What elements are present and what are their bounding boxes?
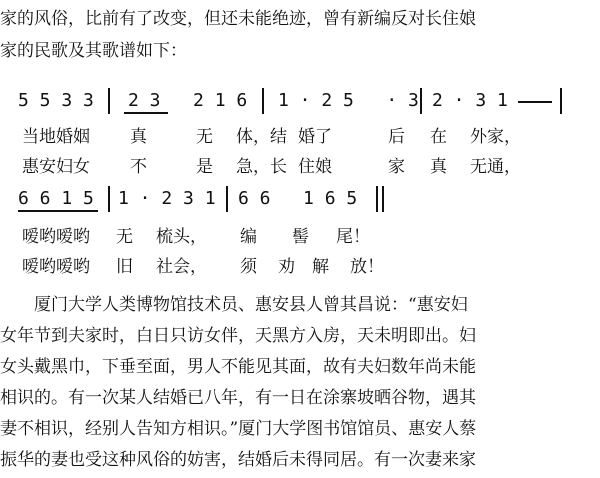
body-line-6: 振华的妻也受这种风俗的妨害，结婚后未得同居。有一次妻来家 [0, 450, 476, 470]
lyric-cell: 无 [196, 127, 213, 147]
lyric-cell: 不 [130, 157, 147, 177]
lyric-cell: 旧 [116, 257, 133, 277]
intro-line-2: 家的民歌及其歌谱如下： [0, 41, 187, 61]
bar-line [226, 186, 228, 212]
lyric-cell: 梳头， [156, 227, 207, 247]
bar-line [560, 88, 562, 114]
intro-line-1: 家的风俗，比前有了改变，但还未能绝迹，曾有新编反对长住娘 [0, 9, 476, 29]
bar-line [262, 88, 264, 114]
lyric-cell: 急，长 [236, 157, 287, 177]
lyric-cell: 真 [130, 127, 147, 147]
lyric-cell: 劝 [278, 257, 295, 277]
lyrics-line [0, 152, 600, 182]
lyric-cell: 髻 [292, 227, 309, 247]
lyric-cell: 无 [116, 227, 133, 247]
lyric-cell: 解 [312, 257, 329, 277]
lyric-cell: 是 [196, 157, 213, 177]
bar-line [420, 88, 422, 114]
bar-line [108, 186, 110, 212]
lyric-cell: 家 [388, 157, 405, 177]
score-measure: 1 · 2 5 · 3 [278, 90, 419, 111]
body-line-3: 女头戴黑巾，下垂至面，男人不能见其面，故有夫妇数年尚未能 [0, 357, 476, 377]
body-line-2: 女年节到夫家时，白日只访女伴，天黑方入房，天未明即出。妇 [0, 326, 476, 346]
lyric-cell: 外家， [470, 127, 521, 147]
lyrics-line [0, 222, 600, 252]
score-measure: 2 · 3 1 [432, 90, 508, 111]
lyric-cell: 须 [240, 257, 257, 277]
lyric-cell: 编 [240, 227, 257, 247]
score-measure: 6 6 1 6 5 [238, 188, 358, 209]
lyric-cell: 嗳哟嗳哟 [22, 227, 90, 247]
lyric-cell: 嗳哟嗳哟 [22, 257, 90, 277]
lyric-cell: 真 [430, 157, 447, 177]
beam-line [18, 210, 98, 212]
lyric-cell: 惠安妇女 [22, 157, 90, 177]
score-measure: 5 5 3 3 [18, 90, 94, 111]
score-line-1 [0, 86, 600, 120]
lyric-cell: 住娘 [298, 157, 332, 177]
body-line-4: 相识的。有一次某人结婚已八年，有一日在涂寨坡晒谷物，遇其 [0, 388, 476, 408]
beam-line [124, 112, 168, 114]
body-line-5: 妻不相识，经别人告知方相识。”厦门大学图书馆馆员、惠安人蔡 [0, 419, 477, 439]
score-line-2 [0, 184, 600, 218]
lyric-cell: 无通， [470, 157, 521, 177]
lyric-cell: 放！ [350, 257, 384, 277]
lyric-cell: 婚了 [298, 127, 332, 147]
bar-line [108, 88, 110, 114]
lyrics-line [0, 122, 600, 152]
score-measure: 1 · 2 3 1 [118, 188, 216, 209]
lyric-cell: 体，结 [236, 127, 287, 147]
lyrics-line [0, 252, 600, 282]
lyric-cell: 社会， [156, 257, 207, 277]
lyric-cell: 在 [430, 127, 447, 147]
lyric-cell: 后 [388, 127, 405, 147]
score-measure: 6 6 1 5 [18, 188, 94, 209]
score-measure: 2 3 2 1 6 [128, 90, 248, 111]
lyric-cell: 当地婚姻 [22, 127, 90, 147]
extension-dash [518, 101, 552, 103]
body-line-1: 厦门大学人类博物馆技术员、惠安县人曾其昌说：“惠安妇 [0, 295, 468, 315]
lyric-cell: 尾！ [336, 227, 370, 247]
double-bar-line [376, 186, 378, 212]
double-bar-line [382, 186, 384, 212]
